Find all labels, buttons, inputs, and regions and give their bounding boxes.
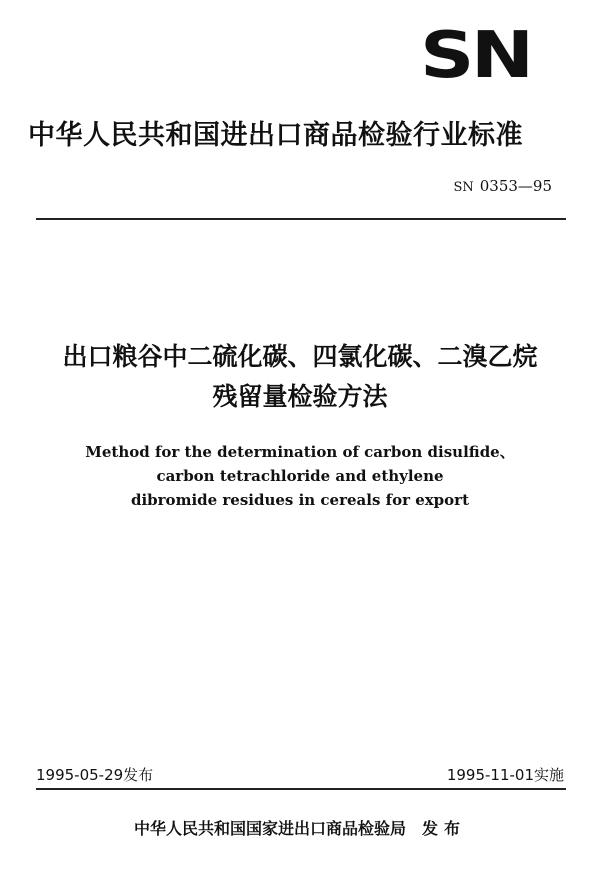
publisher-line: [0, 818, 600, 840]
document-title-zh-line1: 出口粮谷中二硫化碳、四氯化碳、二溴乙烷: [62, 342, 538, 371]
issue-date: 1995-05-29发布: [36, 766, 154, 784]
implementation-date: 1995-11-01实施: [446, 766, 564, 784]
standard-prefix: SN: [453, 180, 474, 195]
publish-verb: 发布: [422, 819, 467, 838]
publisher-name: 中华人民共和国国家进出口商品检验局: [133, 819, 406, 838]
sn-logo: SN: [420, 19, 531, 93]
document-title-en-line2: carbon tetrachloride and ethylene: [156, 467, 444, 485]
header-divider: [36, 218, 566, 220]
document-title-zh-line2: 残留量检验方法: [212, 382, 388, 411]
document-title-en-line1: Method for the determination of carbon disulfide、: [85, 443, 515, 461]
standard-category-title: 中华人民共和国进出口商品检验行业标准: [28, 120, 523, 151]
document-title-en-line3: dibromide residues in cereals for export: [130, 491, 470, 509]
footer-divider: [36, 788, 566, 790]
standard-code: 0353—95: [479, 177, 552, 195]
standard-number: [453, 176, 552, 198]
